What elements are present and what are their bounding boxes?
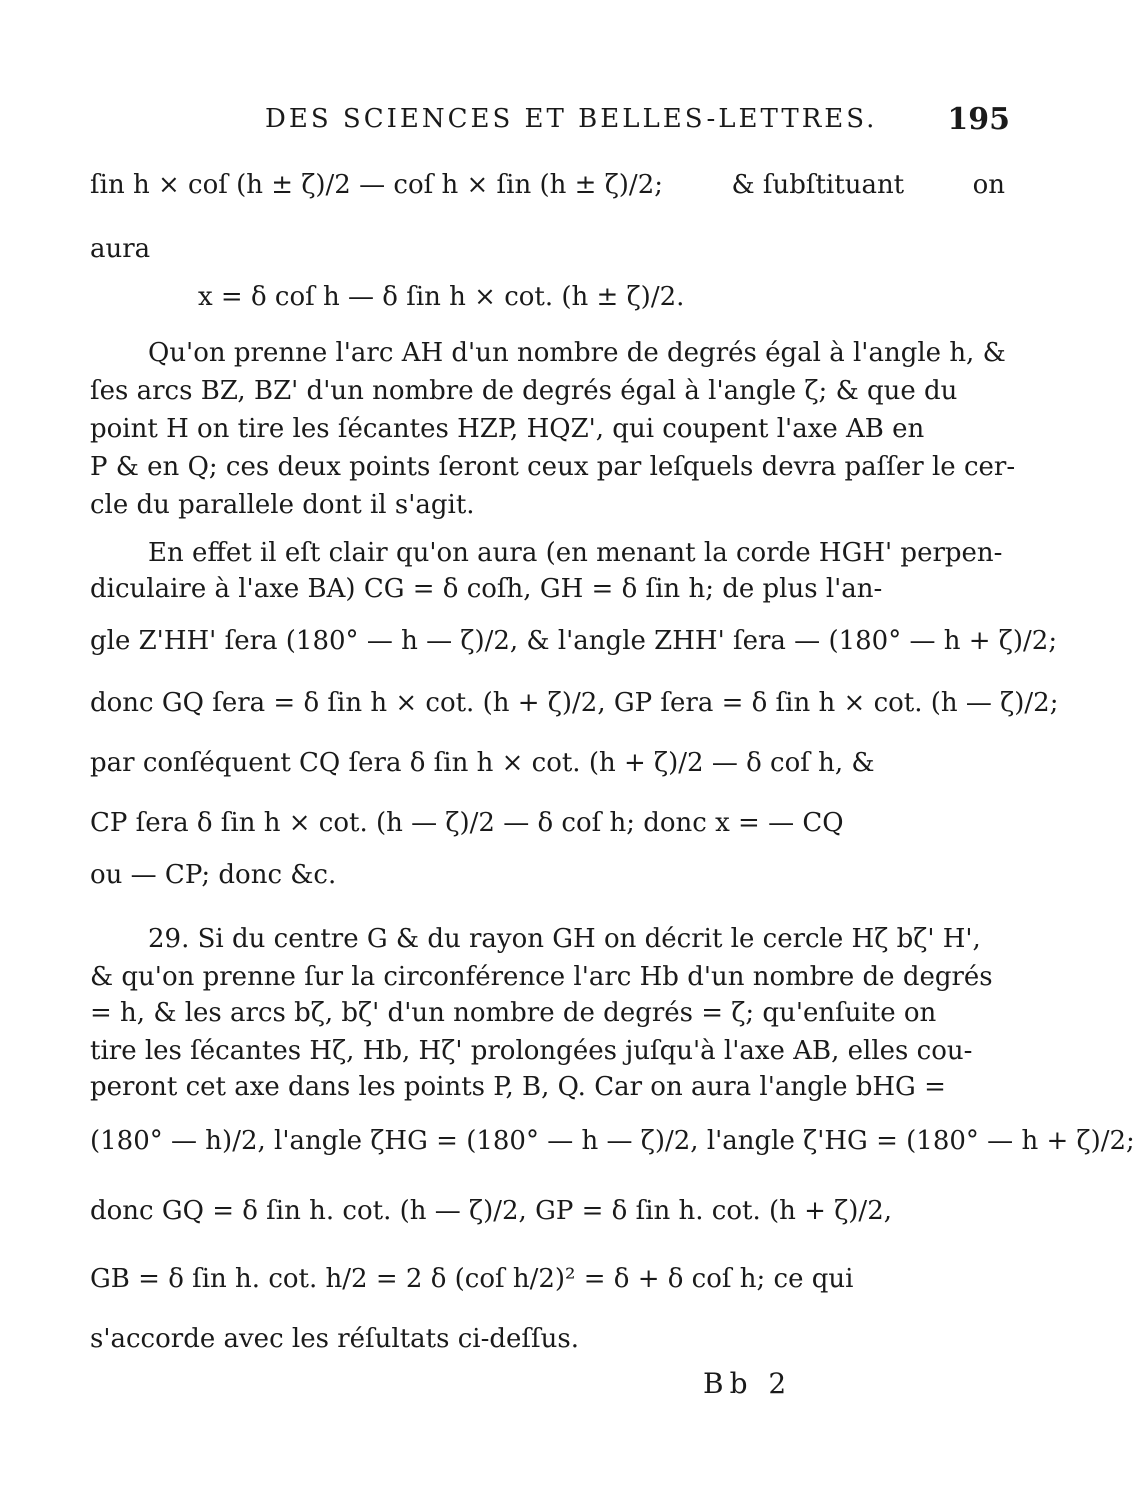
- text-fragment: & ſubſtituant: [731, 170, 905, 200]
- text-line: P & en Q; ces deux points ſeront ceux par leſquels devra paſſer le cer-: [90, 452, 1016, 482]
- page-header: [90, 102, 1010, 142]
- text-line: 29. Si du centre G & du rayon GH on décrit le cercle Hζ bζ' H',: [148, 924, 981, 954]
- text-line: donc GQ ſera = δ ſin h × cot. (h + ζ)/2, GP ſera = δ ſin h × cot. (h — ζ)/2;: [90, 688, 1059, 718]
- display-formula: x = δ coſ h — δ ſin h × cot. (h ± ζ)/2.: [198, 282, 685, 312]
- text-line: s'accorde avec les réſultats ci-deſſus.: [90, 1324, 579, 1354]
- text-line: & qu'on prenne ſur la circonférence l'arc Hb d'un nombre de degrés: [90, 962, 993, 992]
- text-line: cle du parallele dont il s'agit.: [90, 490, 475, 520]
- text-line: (180° — h)/2, l'angle ζHG = (180° — h — ζ)/2, l'angle ζ'HG = (180° — h + ζ)/2;: [90, 1126, 1135, 1156]
- text-line: tire les ſécantes Hζ, Hb, Hζ' prolongées juſqu'à l'axe AB, elles cou-: [90, 1036, 973, 1066]
- text-line: ou — CP; donc &c.: [90, 860, 337, 890]
- text-line: = h, & les arcs bζ, bζ' d'un nombre de degrés = ζ; qu'enſuite on: [90, 998, 937, 1028]
- text-line: gle Z'HH' ſera (180° — h — ζ)/2, & l'angle ZHH' ſera — (180° — h + ζ)/2;: [90, 626, 1058, 656]
- running-head: DES SCIENCES ET BELLES-LETTRES.: [265, 104, 878, 134]
- text-line: CP ſera δ ſin h × cot. (h — ζ)/2 — δ coſ h; donc x = — CQ: [90, 808, 844, 838]
- text-line: aura: [90, 234, 151, 264]
- formula-inline: ſin h × coſ (h ± ζ)/2 — coſ h × ſin (h ± ζ)/2;: [90, 170, 663, 200]
- page-number: 195: [947, 102, 1010, 137]
- text-line: GB = δ ſin h. cot. h/2 = 2 δ (coſ h/2)² = δ + δ coſ h; ce qui: [90, 1264, 854, 1294]
- text-line: En effet il eſt clair qu'on aura (en menant la corde HGH' perpen-: [148, 538, 1003, 568]
- text-line: donc GQ = δ ſin h. cot. (h — ζ)/2, GP = δ ſin h. cot. (h + ζ)/2,: [90, 1196, 893, 1226]
- text-line: point H on tire les ſécantes HZP, HQZ', qui coupent l'axe AB en: [90, 414, 925, 444]
- text-line: diculaire à l'axe BA) CG = δ coſh, GH = δ ſin h; de plus l'an-: [90, 574, 883, 604]
- text-line: ſes arcs BZ, BZ' d'un nombre de degrés égal à l'angle ζ; & que du: [90, 376, 958, 406]
- text-line: par conſéquent CQ ſera δ ſin h × cot. (h + ζ)/2 — δ coſ h, &: [90, 748, 875, 778]
- text-line: [90, 168, 1005, 202]
- signature-mark: Bb 2: [703, 1367, 793, 1400]
- text-line: peront cet axe dans les points P, B, Q. Car on aura l'angle bHG =: [90, 1072, 946, 1102]
- text-line: Qu'on prenne l'arc AH d'un nombre de degrés égal à l'angle h, &: [148, 338, 1006, 368]
- text-fragment: on: [972, 170, 1005, 200]
